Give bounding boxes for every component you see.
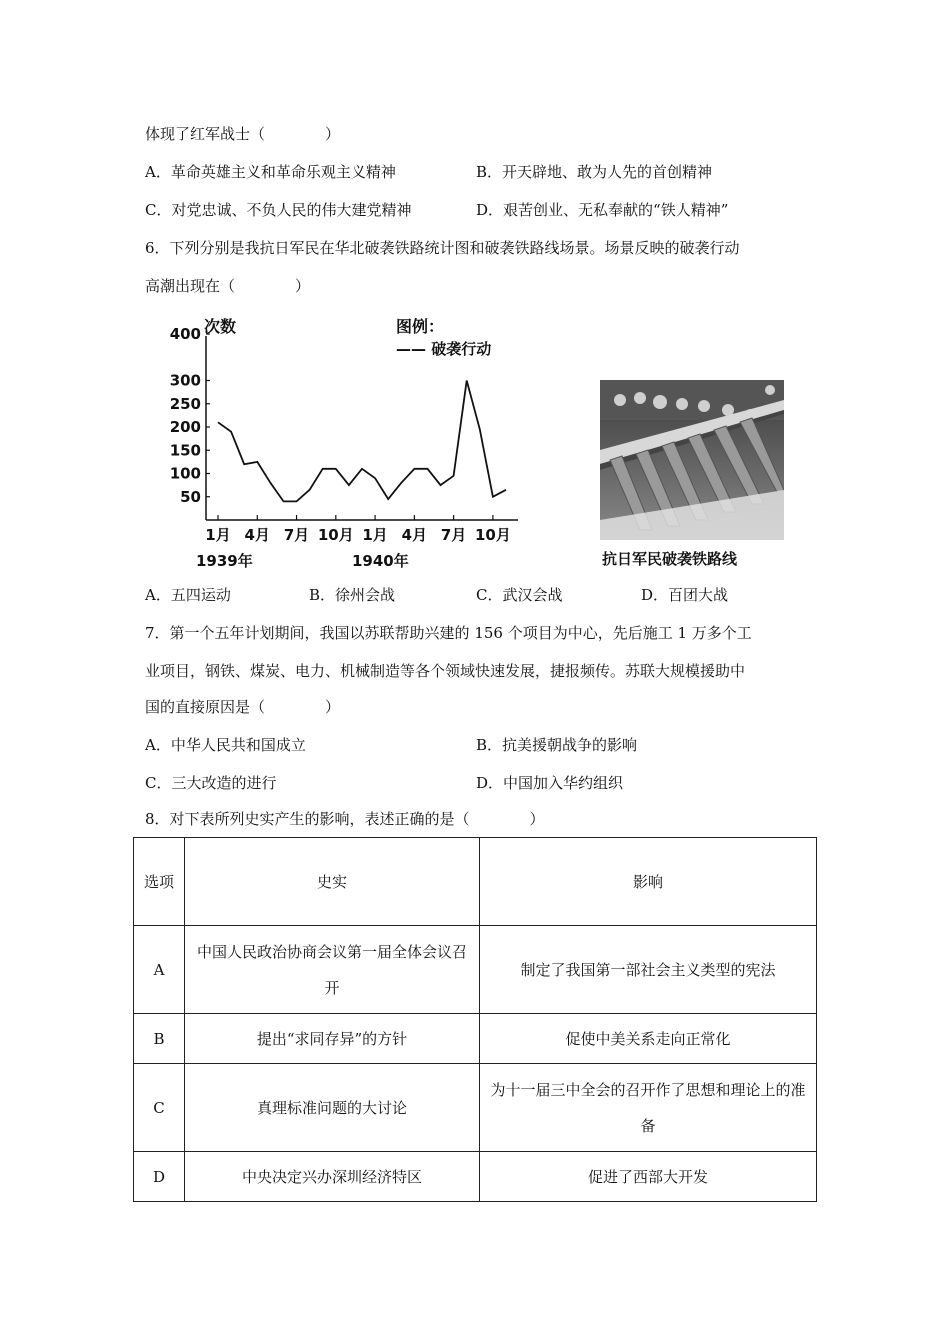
table-row: [134, 1152, 817, 1202]
y-tick-label: 300: [169, 371, 201, 390]
q7-stem-line1: 7．第一个五年计划期间，我国以苏联帮助兴建的 156 个项目为中心，先后施工 1 万多个工: [145, 624, 752, 642]
series-line-sabotage: [218, 381, 506, 502]
q7-option-c: C．三大改造的进行: [145, 774, 277, 792]
x-tick-label: 7月: [440, 526, 467, 544]
railway-sabotage-photo: [600, 380, 784, 540]
x-tick-label: 10月: [317, 526, 354, 544]
photo-caption: 抗日军民破袭铁路线: [602, 550, 738, 568]
row-d-fact: 中央决定兴办深圳经济特区: [185, 1152, 480, 1202]
x-tick-label: 10月: [474, 526, 511, 544]
q8-stem: 8．对下表所列史实产生的影响，表述正确的是（ ）: [145, 810, 545, 828]
row-c-fact: 真理标准问题的大讨论: [185, 1064, 480, 1152]
chart-legend-entry: —— 破袭行动: [396, 340, 492, 358]
x-tick-label: 7月: [283, 526, 310, 544]
q7-option-b: B．抗美援朝战争的影响: [476, 736, 638, 754]
y-tick-label: 50: [180, 487, 201, 506]
row-c-option: C: [134, 1064, 185, 1152]
q7-stem-line2: 业项目，钢铁、煤炭、电力、机械制造等各个领域快速发展，捷报频传。苏联大规模援助中: [145, 662, 746, 680]
header-option: 选项: [134, 838, 185, 926]
q5-stem-tail: 体现了红军战士（ ）: [145, 125, 341, 143]
x-tick-label: 1月: [362, 526, 388, 544]
x-tick-label: 1月: [205, 526, 231, 544]
table-header-row: [134, 838, 817, 926]
q5-option-a: A．革命英雄主义和革命乐观主义精神: [145, 163, 396, 181]
y-tick-label: 200: [169, 418, 201, 436]
chart-legend-title: 图例：: [396, 317, 445, 336]
q6-stem-line1: 6．下列分别是我抗日军民在华北破袭铁路统计图和破袭铁路线场景。场景反映的破袭行动: [145, 239, 740, 257]
chart-year-label-1940: 1940年: [352, 552, 409, 570]
row-a-option: A: [134, 926, 185, 1014]
history-facts-table: [133, 837, 817, 1202]
q5-option-d: D．艰苦创业、无私奉献的“铁人精神”: [476, 201, 729, 219]
q6-option-c: C．武汉会战: [476, 586, 563, 604]
q7-option-a: A．中华人民共和国成立: [145, 736, 306, 754]
y-tick-label: 250: [169, 394, 201, 413]
row-c-impact: 为十一届三中全会的召开作了思想和理论上的准备: [480, 1064, 817, 1152]
row-b-impact: 促使中美关系走向正常化: [480, 1014, 817, 1064]
q6-option-a: A．五四运动: [145, 586, 231, 604]
q6-option-d: D．百团大战: [641, 586, 729, 604]
row-d-option: D: [134, 1152, 185, 1202]
q5-option-c: C．对党忠诚、不负人民的伟大建党精神: [145, 201, 412, 219]
row-a-impact: 制定了我国第一部社会主义类型的宪法: [480, 926, 817, 1014]
row-d-impact: 促进了西部大开发: [480, 1152, 817, 1202]
y-tick-label: 100: [169, 464, 201, 483]
table-row: [134, 1014, 817, 1064]
row-a-fact: 中国人民政治协商会议第一届全体会议召开: [185, 926, 480, 1014]
q7-option-d: D．中国加入华约组织: [476, 774, 624, 792]
q5-option-b: B．开天辟地、敢为人先的首创精神: [476, 163, 713, 181]
q6-stem-line2: 高潮出现在（ ）: [145, 277, 311, 295]
chart-ylabel: 次数: [204, 317, 237, 336]
row-b-option: B: [134, 1014, 185, 1064]
q7-stem-line3: 国的直接原因是（ ）: [145, 698, 341, 716]
chart-year-label-1939: 1939年: [196, 552, 253, 570]
table-row: [134, 1064, 817, 1152]
header-impact: 影响: [480, 838, 817, 926]
y-tick-label: 150: [169, 441, 201, 460]
sabotage-line-chart: [160, 312, 540, 574]
table-row: [134, 926, 817, 1014]
y-tick-label: 400: [169, 325, 201, 343]
x-tick-label: 4月: [401, 526, 428, 544]
x-tick-label: 4月: [244, 526, 270, 544]
row-b-fact: 提出“求同存异”的方针: [185, 1014, 480, 1064]
q6-option-b: B．徐州会战: [309, 586, 396, 604]
header-fact: 史实: [185, 838, 480, 926]
